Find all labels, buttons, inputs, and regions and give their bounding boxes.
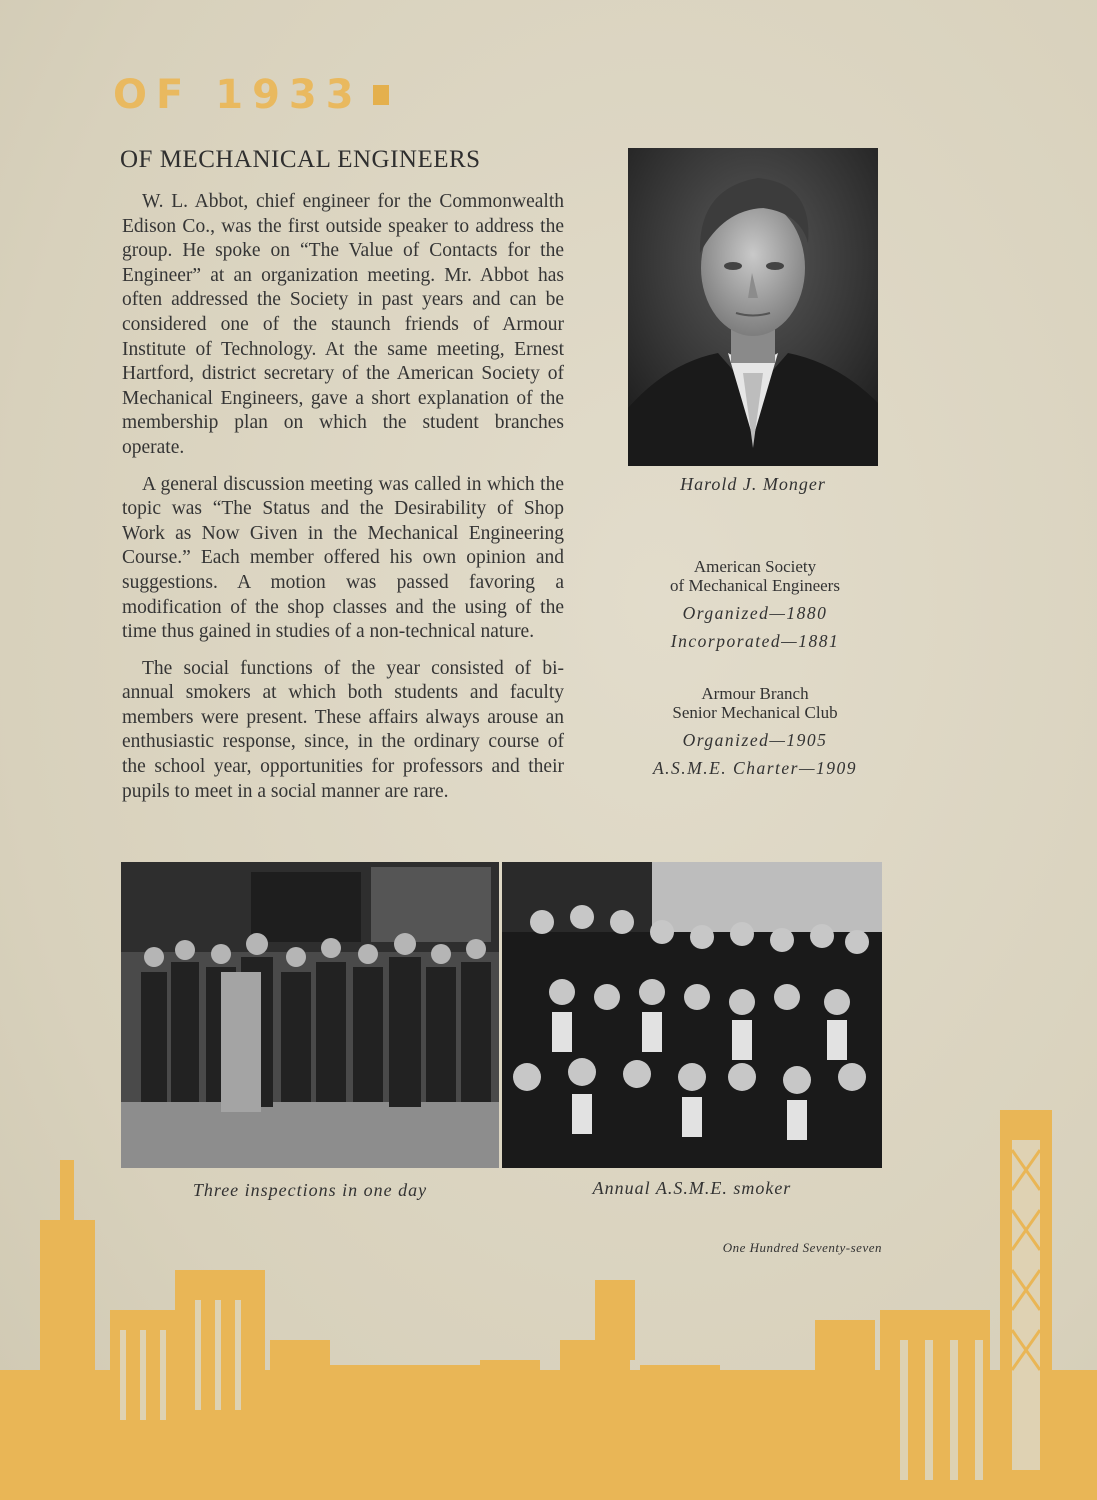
header-year-text: OF 1933 — [113, 72, 363, 118]
society-incorporated: Incorporated—1881 — [670, 631, 840, 651]
society-organized: Organized—1880 — [682, 603, 828, 623]
smoker-caption: Annual A.S.M.E. smoker — [592, 1178, 792, 1198]
article-body — [122, 190, 564, 816]
portrait-photo — [628, 148, 878, 466]
header-year — [113, 72, 389, 118]
branch-info — [630, 684, 880, 778]
paragraph-2: A general discussion meeting was called in which the topic was “The Status and the Desirability of Shop Work as Now Given in the Mechanical Engineering Course.” Each member offered his own opinion and suggestions. A motion was passed favoring a modification of the shop classes and the using of the time thus gained in studies of a non-technical nature. — [122, 473, 564, 643]
paragraph-1: W. L. Abbot, chief engineer for the Commonwealth Edison Co., was the first outside speaker to address the group. He spoke on “The Value of Contacts for the Engineer” at an organization meeting. Mr. Abbot has often addressed the Society in past years and can be considered one of the staunch friends of Armour Institute of Technology. At the same meeting, Ernest Hartford, district secretary of the American Society of Mechanical Engineers, gave a short explanation of the membership plan on which the student branches operate. — [122, 191, 564, 458]
branch-name-line1: Armour Branch — [701, 684, 809, 703]
portrait-image — [628, 148, 878, 466]
branch-organized: Organized—1905 — [682, 730, 828, 750]
page-number: One Hundred Seventy-seven — [722, 1240, 882, 1255]
portrait-caption: Harold J. Monger — [680, 474, 826, 494]
header-square-icon — [373, 85, 389, 105]
society-info — [630, 557, 880, 651]
inspection-caption: Three inspections in one day — [192, 1180, 428, 1200]
society-name-line1: American Society — [693, 557, 817, 576]
society-name-line2: of Mechanical Engineers — [670, 576, 840, 595]
section-title: OF MECHANICAL ENGINEERS — [120, 146, 481, 173]
branch-name-line2: Senior Mechanical Club — [672, 703, 838, 722]
skyline-illustration — [0, 1100, 1097, 1500]
paragraph-3: The social functions of the year consisted of bi-annual smokers at which both students and faculty members were present. These affairs always arouse an enthusiastic response, since, in the ordinary course of the school year, opportunities for professors and their pupils to meet in a social manner are rare. — [122, 657, 564, 802]
branch-charter: A.S.M.E. Charter—1909 — [652, 758, 858, 778]
